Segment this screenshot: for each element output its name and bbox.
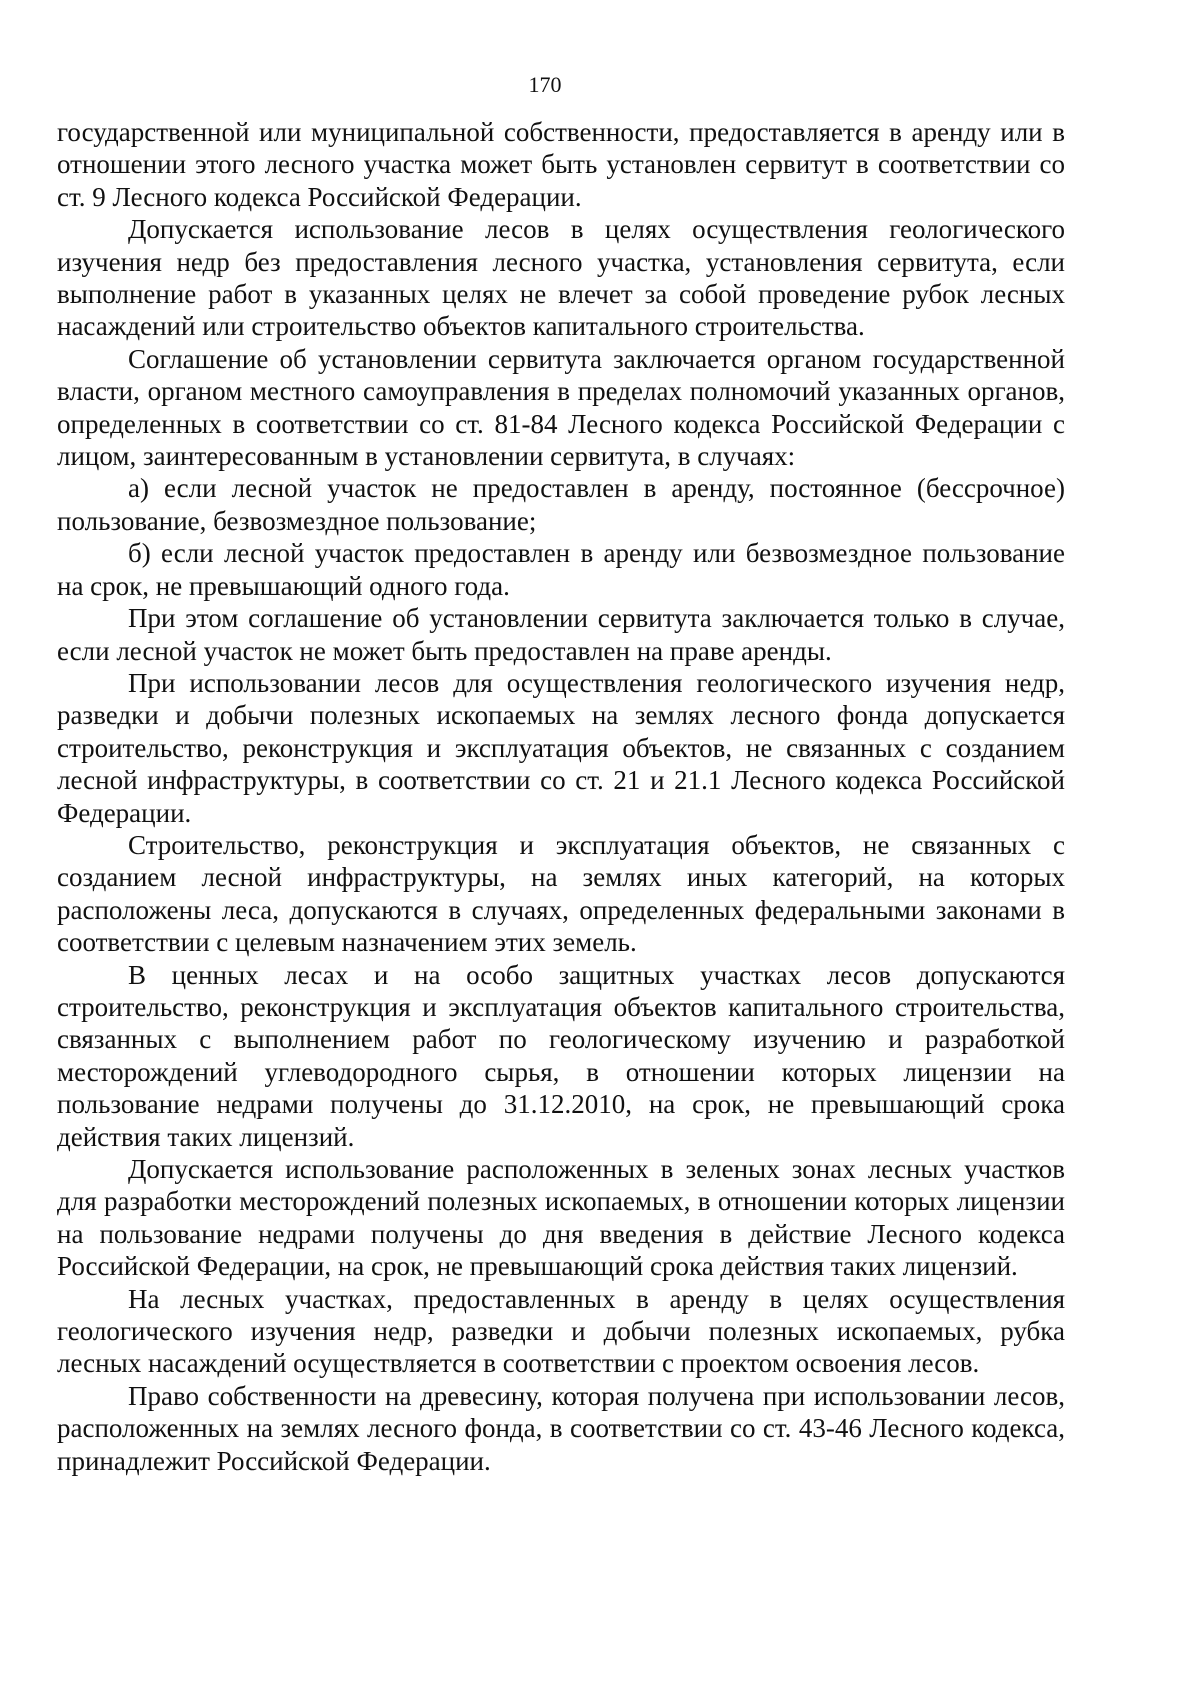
list-item-a: а) если лесной участок не предоставлен в аренду, постоянное (бессрочное) пользование, безвозмездное пользование; xyxy=(57,473,1065,536)
paragraph: При использовании лесов для осуществления геологического изучения недр, разведки и добычи полезных ископаемых на землях лесного фонда допускается строительство, реконструкция и эксплуатация объектов, не связанных с созданием лесной инфраструктуры, в соответствии со ст. 21 и 21.1 Лесного кодекса Российской Федерации. xyxy=(57,667,1065,828)
paragraph: Строительство, реконструкция и эксплуатация объектов, не связанных с созданием лесной инфраструктуры, на землях иных категорий, на которых расположены леса, допускаются в случаях, определенных федеральными законами в соответствии с целевым назначением этих земель. xyxy=(57,829,1065,958)
paragraph: Допускается использование лесов в целях осуществления геологического изучения недр без предоставления лесного участка, установления сервитута, если выполнение работ в указанных целях не влечет за собой проведение рубок лесных насаждений или строительство объектов капитального строительства. xyxy=(57,214,1065,342)
paragraph: В ценных лесах и на особо защитных участках лесов допускаются строительство, реконструкция и эксплуатация объектов капитального строительства, связанных с выполнением работ по геологическому изучению и разработкой месторождений углеводородного сырья, в отношении которых лицензии на пользование недрами получены до 31.12.2010, на срок, не превышающий срока действия таких лицензий. xyxy=(57,959,1065,1152)
body-text xyxy=(57,116,1065,1477)
paragraph: На лесных участках, предоставленных в аренду в целях осуществления геологического изучения недр, разведки и добычи полезных ископаемых, рубка лесных насаждений осуществляется в соответствии с проектом освоения лесов. xyxy=(57,1283,1065,1379)
paragraph-continuation: государственной или муниципальной собственности, предоставляется в аренду или в отношении этого лесного участка может быть установлен сервитут в соответствии со ст. 9 Лесного кодекса Российской Федерации. xyxy=(57,117,1065,212)
list-item-b: б) если лесной участок предоставлен в аренду или безвозмездное пользование на срок, не превышающий одного года. xyxy=(57,538,1065,601)
paragraph: Право собственности на древесину, которая получена при использовании лесов, расположенных на землях лесного фонда, в соответствии со ст. 43-46 Лесного кодекса, принадлежит Российской Федерации. xyxy=(57,1380,1065,1476)
paragraph: При этом соглашение об установлении сервитута заключается только в случае, если лесной участок не может быть предоставлен на праве аренды. xyxy=(57,603,1065,666)
paragraph: Соглашение об установлении сервитута заключается органом государственной власти, органом местного самоуправления в пределах полномочий указанных органов, определенных в соответствии со ст. 81-84 Лесного кодекса Российской Федерации с лицом, заинтересованным в установлении сервитута, в случаях: xyxy=(57,343,1065,472)
page-number: 170 xyxy=(528,72,562,97)
paragraph: Допускается использование расположенных в зеленых зонах лесных участков для разработки месторождений полезных ископаемых, в отношении которых лицензии на пользование недрами получены до дня введения в действие Лесного кодекса Российской Федерации, на срок, не превышающий срока действия таких лицензий. xyxy=(57,1154,1065,1282)
